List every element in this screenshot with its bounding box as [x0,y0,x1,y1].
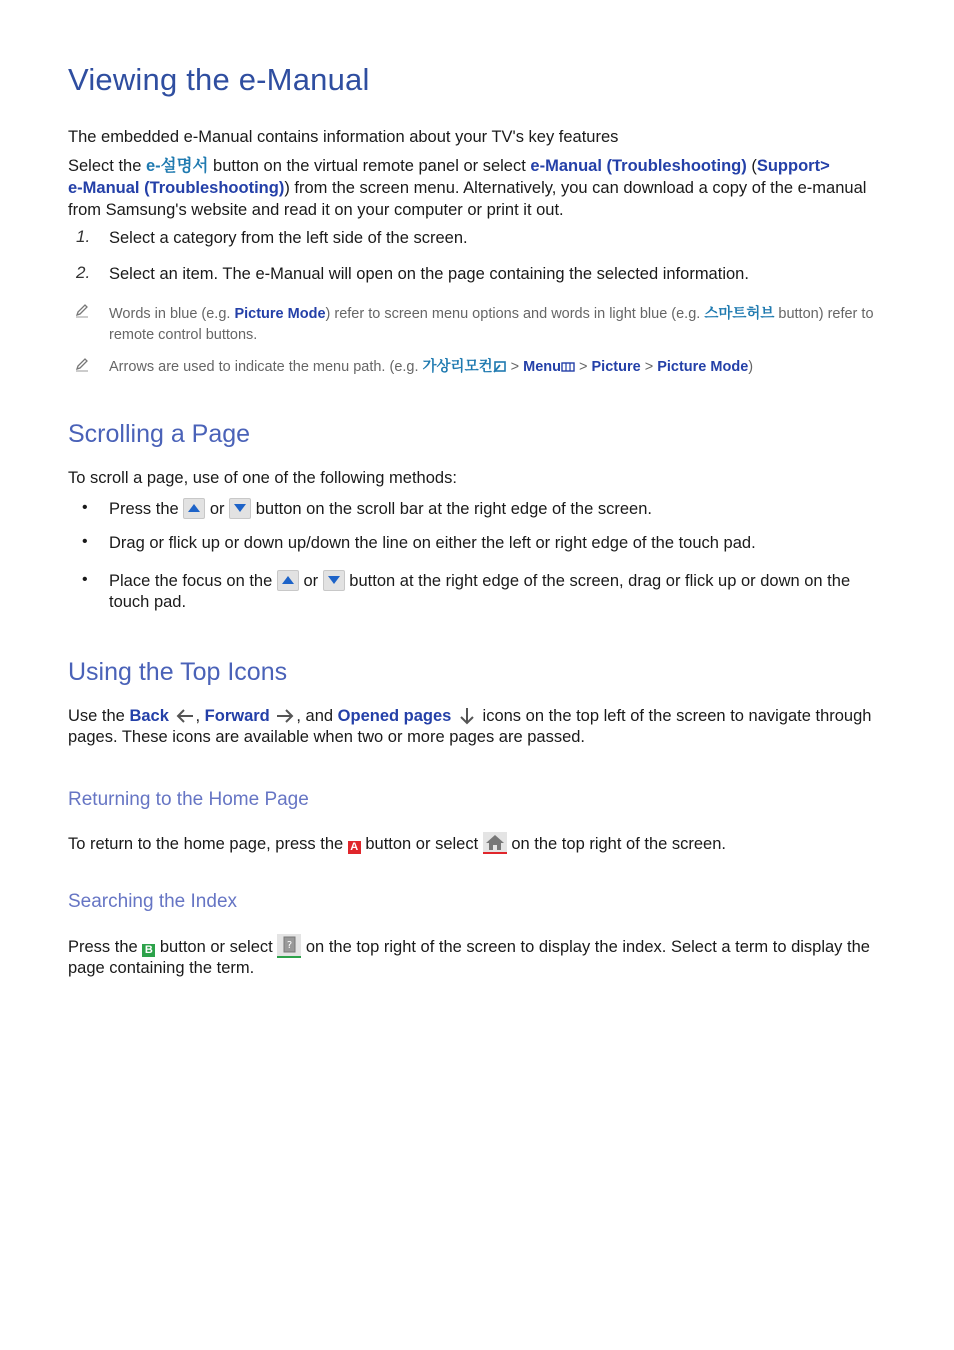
chevron-right-icon: > [510,359,520,375]
list-item: Place the focus on the or button at the right edge of the screen, drag or flick up or down on the touch pad. [109,572,851,611]
remote-panel-icon [493,360,507,373]
note-arrows: Arrows are used to indicate the menu path. (e.g. 가상리모컨 > Menu > Picture > Picture Mode) [109,359,754,375]
scroll-down-icon [229,498,251,519]
scroll-up-icon [277,570,299,591]
note-colors: Words in blue (e.g. Picture Mode) refer to screen menu options and words in light blue (e.g. 스마트허브 button) refer to remote control buttons. [109,306,874,343]
subsection-heading-index: Searching the Index [68,891,238,912]
menu-support: Support [756,157,821,175]
bullet-dot: • [82,499,88,516]
back-arrow-icon [174,706,196,726]
scrolling-intro: To scroll a page, use of one of the following methods: [68,469,457,487]
list-item: Drag or flick up or down up/down the line on either the left or right edge of the touch pad. [109,534,756,552]
list-item: Press the or button on the scroll bar at the right edge of the screen. [109,500,652,518]
picture-example: Picture [591,359,641,375]
bullet-dot: • [82,533,88,550]
step-number: 2. [76,263,91,282]
menu-emanual-troubleshooting-path: e-Manual (Troubleshooting) [68,179,285,197]
step-text: Select an item. The e-Manual will open on the page containing the selected information. [109,265,749,283]
home-icon [483,832,507,854]
picture-mode-example: Picture Mode [234,306,326,322]
forward-arrow-icon [274,706,296,726]
emanual-key-label: e-설명서 [145,157,209,175]
page-title: Viewing the e-Manual [68,62,370,97]
step-number: 1. [76,227,91,246]
chevron-right-icon: > [579,359,588,375]
home-paragraph: To return to the home page, press the A button or select on the top right of the screen. [68,832,886,855]
menu-example: Menu [523,359,561,375]
index-paragraph: Press the B button or select ? on the top right of the screen to display the index. Select a term to display the page containing the term. [68,934,886,978]
a-key-badge: A [348,841,361,854]
picture-mode-example: Picture Mode [657,359,749,375]
step-text: Select a category from the left side of the screen. [109,229,468,247]
menu-emanual-troubleshooting: e-Manual (Troubleshooting) [530,157,747,175]
scroll-up-icon [183,498,205,519]
scroll-down-icon [323,570,345,591]
subsection-heading-home: Returning to the Home Page [68,789,309,810]
pencil-icon [74,302,90,318]
section-heading-top-icons: Using the Top Icons [68,658,288,686]
back-label: Back [129,707,169,725]
b-key-badge: B [142,944,155,957]
chevron-right-icon: > [644,359,654,375]
forward-label: Forward [204,707,270,725]
chevron-right-icon: > [820,157,830,175]
section-heading-scrolling: Scrolling a Page [68,420,251,448]
opened-pages-label: Opened pages [337,707,452,725]
menu-grid-icon [561,361,575,373]
svg-text:?: ? [287,940,293,951]
top-icons-paragraph: Use the Back , Forward , and Opened pages icons on the top left of the screen to navigate through pages. These icons are available when two or more pages are passed. [68,707,872,746]
index-icon [277,934,301,958]
virtual-remote-key-example: 가상리모컨 [422,359,493,375]
smarthub-key-example: 스마트허브 [704,306,775,322]
bullet-dot: • [82,571,88,588]
opened-pages-arrow-icon [456,706,478,726]
intro-paragraph: Select the e-설명서 button on the virtual remote panel or select e-Manual (Troubleshooting) (Support> e-Manual (Troubleshooting)) from the screen menu. Alternatively, you can download a copy of the e-manual from Samsung's website and read it on your computer or print it out. [68,157,867,219]
intro-line: The embedded e-Manual contains information about your TV's key features [68,128,619,146]
pencil-icon [74,356,90,372]
